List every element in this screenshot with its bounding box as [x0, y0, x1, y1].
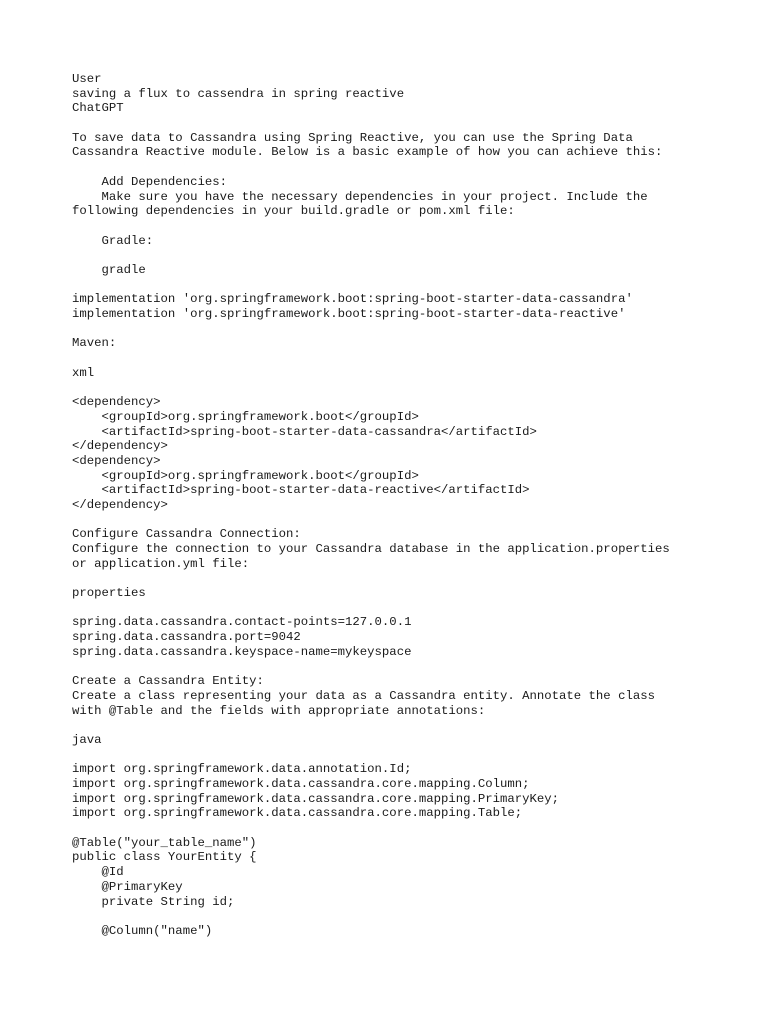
text-line: saving a flux to cassendra in spring reactive — [72, 86, 405, 101]
text-line: User — [72, 72, 102, 86]
text-line — [72, 909, 752, 924]
text-line — [72, 821, 752, 836]
text-line: public class YourEntity { — [72, 850, 257, 865]
text-line: following dependencies in your build.gradle or pom.xml file: — [72, 204, 515, 219]
text-line — [72, 601, 752, 616]
document-text — [72, 72, 752, 939]
text-line: with @Table and the fields with appropriate annotations: — [72, 703, 486, 718]
text-line: properties — [72, 586, 146, 601]
text-line: gradle — [72, 262, 146, 277]
text-line: Configure the connection to your Cassandra database in the application.properties — [72, 542, 670, 556]
text-line: spring.data.cassandra.contact-points=127.0.0.1 — [72, 615, 412, 630]
text-line: @Column("name") — [72, 923, 213, 938]
text-line — [72, 160, 752, 175]
text-line: or application.yml file: — [72, 556, 250, 571]
text-line: spring.data.cassandra.port=9042 — [72, 630, 301, 645]
text-line: </dependency> — [72, 439, 168, 454]
text-line: Add Dependencies: — [72, 174, 227, 189]
text-line: import org.springframework.data.cassandra.core.mapping.PrimaryKey; — [72, 791, 560, 806]
text-line: Gradle: — [72, 233, 154, 248]
text-line: java — [72, 732, 102, 747]
text-line: </dependency> — [72, 497, 168, 512]
text-line — [72, 748, 752, 763]
text-line: private String id; — [72, 894, 235, 909]
text-line: Cassandra Reactive module. Below is a basic example of how you can achieve this: — [72, 145, 663, 160]
text-line: <artifactId>spring-boot-starter-data-reactive</artifactId> — [72, 483, 530, 498]
text-line: <artifactId>spring-boot-starter-data-cassandra</artifactId> — [72, 424, 537, 439]
text-line — [72, 278, 752, 293]
text-line: <dependency> — [72, 453, 161, 468]
text-line: @PrimaryKey — [72, 879, 183, 894]
text-line: @Table("your_table_name") — [72, 835, 257, 850]
text-line: <groupId>org.springframework.boot</groupId> — [72, 409, 419, 424]
text-line: Make sure you have the necessary dependencies in your project. Include the — [72, 189, 648, 204]
text-line: import org.springframework.data.annotation.Id; — [72, 762, 412, 777]
text-line: <dependency> — [72, 395, 161, 410]
text-line: @Id — [72, 865, 124, 880]
text-line: To save data to Cassandra using Spring Reactive, you can use the Spring Data — [72, 130, 633, 145]
text-line — [72, 380, 752, 395]
text-line: implementation 'org.springframework.boot:spring-boot-starter-data-reactive' — [72, 307, 626, 321]
text-line — [72, 571, 752, 586]
text-line — [72, 248, 752, 263]
text-line — [72, 718, 752, 733]
text-line: implementation 'org.springframework.boot:spring-boot-starter-data-cassandra' — [72, 292, 633, 307]
text-line: ChatGPT — [72, 101, 124, 116]
text-line — [72, 660, 752, 675]
text-line — [72, 513, 752, 528]
text-line — [72, 116, 752, 131]
text-line — [72, 322, 752, 337]
text-line: Create a Cassandra Entity: — [72, 674, 264, 689]
text-line: Create a class representing your data as a Cassandra entity. Annotate the class — [72, 688, 655, 703]
text-line: Configure Cassandra Connection: — [72, 527, 301, 542]
text-line: <groupId>org.springframework.boot</groupId> — [72, 468, 419, 483]
text-line: import org.springframework.data.cassandra.core.mapping.Table; — [72, 806, 523, 821]
text-line: Maven: — [72, 336, 117, 351]
document-page — [72, 72, 752, 1012]
text-line: spring.data.cassandra.keyspace-name=mykeyspace — [72, 644, 412, 659]
text-line: import org.springframework.data.cassandra.core.mapping.Column; — [72, 777, 530, 791]
text-line — [72, 351, 752, 366]
text-line: xml — [72, 365, 95, 380]
text-line — [72, 219, 752, 234]
